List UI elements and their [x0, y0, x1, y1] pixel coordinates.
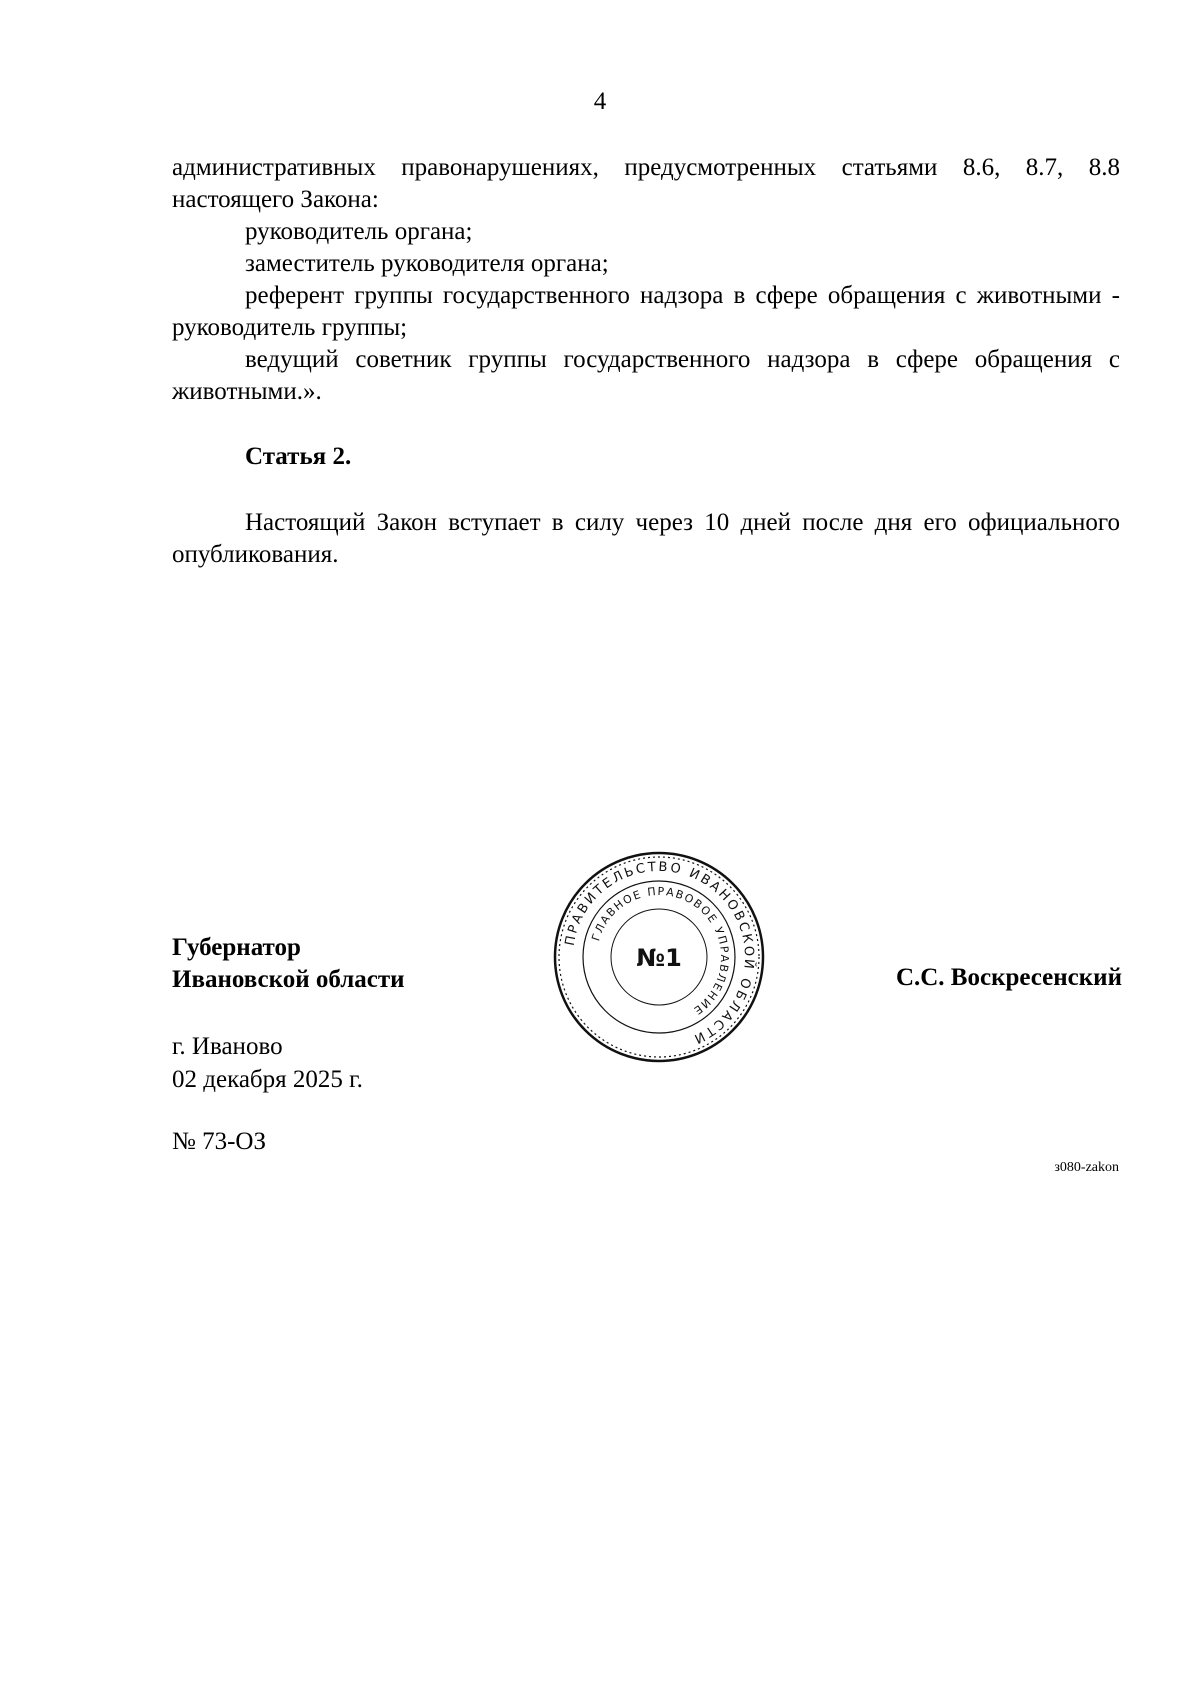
paragraph: Настоящий Закон вступает в силу через 10 дней после дня его официального опубликования. — [172, 509, 1120, 568]
paragraph: ведущий советник группы государственного надзора в сфере обращения с животными.». — [172, 346, 1120, 405]
date: 02 декабря 2025 г. — [172, 1066, 363, 1093]
signatory-name: С.С. Воскресенский — [895, 964, 1122, 991]
page-number: 4 — [593, 88, 607, 115]
place: г. Иваново — [172, 1033, 283, 1060]
paragraph: референт группы государственного надзора в сфере обращения с животными - руководитель группы; — [172, 282, 1120, 341]
signatory-title-line2: Ивановской области — [172, 966, 405, 993]
seal-inner-text: ГЛАВНОЕ ПРАВОВОЕ УПРАВЛЕНИЕ — [589, 884, 732, 1018]
signatory-title — [172, 932, 405, 996]
document-code: з080-zakon — [1054, 1160, 1119, 1175]
paragraph: административных правонарушениях, предусмотренных статьями 8.6, 8.7, 8.8 настоящего Закона: — [172, 154, 1120, 213]
signatory-title-line1: Губернатор — [172, 934, 301, 961]
place-and-date — [172, 1030, 363, 1096]
law-number: № 73-ОЗ — [172, 1128, 267, 1155]
seal-outer-text: ПРАВИТЕЛЬСТВО ИВАНОВСКОЙ ОБЛАСТИ — [562, 859, 757, 1047]
article2-heading: Статья 2. — [245, 443, 352, 470]
official-seal — [552, 850, 766, 1064]
paragraph: руководитель органа; — [245, 218, 473, 245]
article2-body — [172, 507, 1120, 571]
paragraph: заместитель руководителя органа; — [245, 250, 609, 277]
seal-number: №1 — [636, 944, 682, 972]
article1-tail — [172, 152, 1120, 408]
